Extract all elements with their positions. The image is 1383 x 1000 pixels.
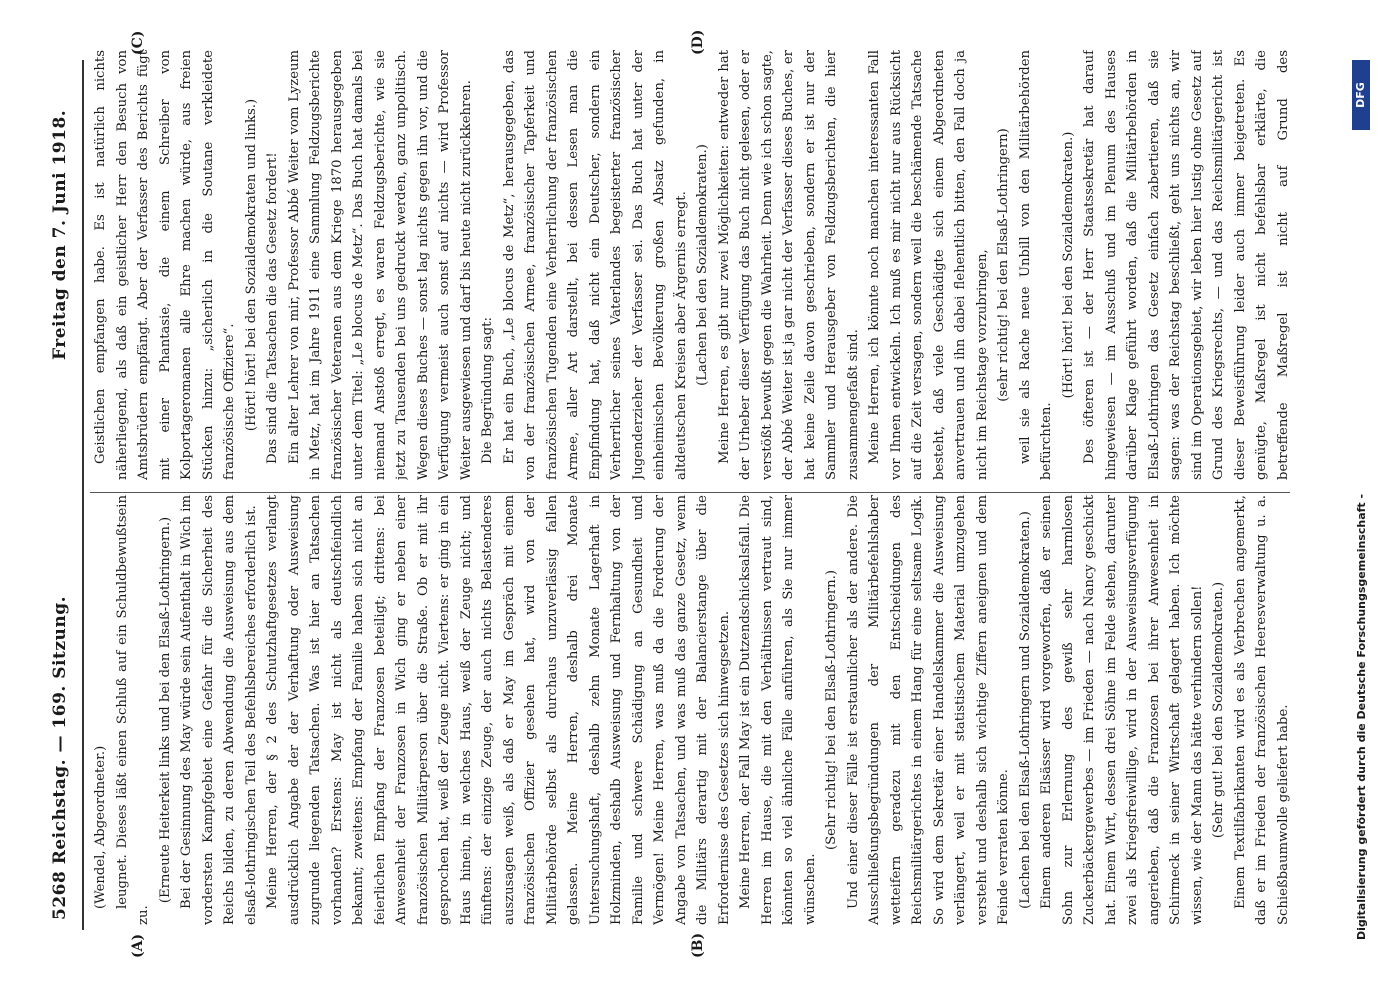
paragraph: weil sie als Rache neue Unbill von den Militärbehörden befürchten. bbox=[1017, 50, 1054, 480]
paragraph: Meine Herren, der § 2 des Schutzhaftgesetzes verlangt ausdrücklich Angabe der der Verhaftung oder Ausweisung zugrunde liegenden Tatsachen. Was ist hier an Tatsachen vorhanden? Erstens: May ist nicht als deutschfeindlich bekannt; zweitens: Empfang der Familie haben sich nicht an feierlichen Empfang der Franzosen beteiligt; drittens: bei Anwesenheit der Franzosen in Wich ging er neben einer französischen Militärperson über die Straße. Ob er mit ihr gesprochen hat, weiß der Zeuge nicht. Viertens: er ging in ein Haus hinein, in welches Haus, weiß der Zeuge nicht; und fünftens: der einzige Zeuge, der auch nichts Belastenderes auszusagen weiß, als daß er May im Gespräch mit einem französischen Offizier gesehen hat, wird von der Militärbehörde selbst als durchaus unzuverlässig fallen gelassen. Meine Herren, deshalb drei Monate Untersuchungshaft, deshalb zehn Monate Lagerhaft in Holzminden, deshalb Ausweisung und Fernhaltung von der Familie und schwere Schädigung an Gesundheit und Vermögen! Meine Herren, was muß da die Forderung der Angabe von Tatsachen, und was muß das ganze Gesetz, wenn die Militärs derartig mit der Balancierstange über die Erfordernisse des Gesetzes sich hinwegsetzen. bbox=[265, 495, 732, 925]
paragraph: Einem Textilfabrikanten wird es als Verbrechen angemerkt, daß er im Frieden der französischen Heeresverwaltung u. a. Schießbaumwolle geliefert habe. bbox=[1232, 495, 1290, 925]
paragraph: Meine Herren, es gibt nur zwei Möglichkeiten: entweder hat der Urheber dieser Verfügung das Buch nicht gelesen, oder er verstößt bewußt gegen die Wahrheit. Denn wie ich schon sagte, der Abbé Weiter ist ja gar nicht der Verfasser dieses Buches, er hat keine Zeile davon geschrieben, sondern er ist nur der Sammler und Herausgeber von Feldzugsberichten, die hier zusammengefaßt sind. bbox=[716, 50, 861, 480]
dfg-logo: DFG bbox=[1352, 60, 1370, 130]
paragraph: Ein alter Lehrer von mir, Professor Abbé Weiter vom Lyzeum in Metz, hat im Jahre 1911 eine Sammlung Feldzugsberichte französischer Veteranen aus dem Kriege 1870 herausgegeben unter dem Titel: „Le blocus de Metz“. Das Buch hat damals bei niemand Anstoß erregt, es waren Feldzugsberichte, wie sie jetzt zu Tausenden bei uns gedruckt werden, ganz unpolitisch. Wegen dieses Buches — sonst lag nichts gegen ihn vor, und die Verfügung vermeist auch sonst auf nichts — wird Professor Weiter ausgewiesen und darf bis heute nicht zurückkehren. bbox=[286, 50, 474, 480]
paragraph: Das sind die Tatsachen die das Gesetz fordert! bbox=[265, 152, 280, 464]
paragraph: (Wendel, Abgeordneter.) bbox=[93, 745, 108, 909]
interjection: (Sehr richtig! bei den Elsaß-Lothringern.) bbox=[824, 569, 839, 851]
paragraph: Und einer dieser Fälle ist erstaunlicher als der andere. Die Ausschließungsbegründungen der Militärbefehlshaber wetteifern geradezu mit den Entscheidungen des Reichsmilitärgerichtes in einem Hang für eine seltsame Logik. So wird dem Sekretär einer Handelskammer die Ausweisung verlängert, weil er mit statistischem Material umzugehen versteht und deshalb sich wichtige Ziffern aneignen und dem Feinde verraten könne. bbox=[845, 495, 1011, 925]
digitization-credit: Digitalisierung gefördert durch die Deutsche Forschungsgemeinschaft - bbox=[1355, 493, 1368, 940]
interjection: (Hört! hört! bei den Sozialdemokraten und links.) bbox=[243, 98, 259, 432]
paragraph: Geistlichen empfangen habe. Es ist natürlich nichts näherliegend, als daß ein geistlicher Herr den Besuch von Amtsbrüdern empfängt. Aber der Verfasser des Berichts fügt mit einer Phantasie, die einem Schreiber von Kolportageromanen alle Ehre machen würde, aus freien Stücken hinzu: „sicherlich in die Soutane verkleidete französische Offiziere“. bbox=[93, 50, 237, 480]
paragraph: Meine Herren, ich könnte noch manchen interessanten Fall vor Ihnen entwickeln. Ich muß es mir nicht nur aus Rücksicht auf die Zeit versagen, sondern weil die beschämende Tatsache besteht, daß viele Geschädigte sich einem Abgeordneten anvertrauen und ihn dabei flehentlich bitten, den Fall doch ja nicht im Reichstage vorzubringen, bbox=[867, 50, 990, 480]
column-divider bbox=[90, 492, 1290, 493]
interjection: (Lachen bei den Elsaß-Lothringern und Sozialdemokraten.) bbox=[1017, 511, 1033, 909]
margin-marker-a: (A) bbox=[130, 933, 146, 958]
paragraph: Des öfteren ist — der Herr Staatssekretär hat darauf hingewiesen — im Ausschuß und im Plenum des Hauses darüber Klage geführt worden, daß die Militärbehörden in Elsaß-Lothringen das Gesetz einfach zabertieren, daß sie sagen: was der Reichstag beschließt, geht uns nichts an, wir sind im Operationsgebiet, wir leben hier lustig ohne Gesetz auf Grund des Kriegsrechts, — und das Reichsmilitärgericht ist dieser Beweisführung leider auch immer beigetreten. Es genügte, Maßregel ist nicht befehlsbar erklärte, die betreffende Maßregel ist nicht auf Grund des bbox=[1082, 50, 1290, 480]
margin-marker-c: (C) bbox=[130, 30, 146, 55]
page-header-right: Freitag den 7. Juni 1918. bbox=[50, 109, 70, 360]
text-column-left bbox=[90, 495, 1290, 925]
text-column-right bbox=[90, 50, 1290, 480]
paragraph: Meine Herren, der Fall May ist ein Dutzendschicksalsfall. Die Herren im Hause, die mit den Verhältnissen vertraut sind, könnten so viel ähnliche Fälle anführen, als Sie nur immer wünschen. bbox=[738, 495, 818, 925]
paragraph: leugnet. Dieses läßt einen Schluß auf ein Schuldbewußtsein zu. bbox=[114, 495, 151, 925]
paragraph: Die Begründung sagt: bbox=[480, 317, 495, 464]
page-header-left: 5268 Reichstag. — 169. Sitzung. bbox=[50, 595, 70, 920]
interjection: (Sehr gut! bei den Sozialdemokraten.) bbox=[1211, 581, 1226, 839]
header-rule bbox=[82, 60, 84, 930]
interjection: (Erneute Heiterkeit links und bei den Elsaß-Lothringern.) bbox=[157, 516, 173, 904]
interjection: (sehr richtig! bei den Elsaß-Lothringern) bbox=[996, 128, 1011, 402]
margin-marker-d: (D) bbox=[690, 29, 706, 55]
interjection: (Lachen bei den Sozialdemokraten.) bbox=[695, 144, 710, 386]
interjection: (Hört! hört! bei den Sozialdemokraten.) bbox=[1060, 131, 1076, 399]
margin-marker-b: (B) bbox=[690, 932, 706, 958]
paragraph: Bei der Gesinnung des May würde sein Aufenthalt in Wich im vordersten Kampfgebiet eine Gefahr für die Sicherheit des Reichs bilden, zu deren Abwendung die Ausweisung aus dem elsaß-lothringischen Teil des Befehlsbereiches erforderlich ist. bbox=[179, 495, 259, 925]
paragraph: Er hat ein Buch, „Le blocus de Metz“, herausgegeben, das von der französischen Armee, französischer Tapferkeit und französischen Tugenden eine Verherrlichung der französischen Armee, aller Art darstellt, bei dessen Lesen man die Empfindung hat, daß nicht ein Deutscher, sondern ein Verherrlicher seines Vaterlandes begeisterter französischer Jugenderzieher der Verfasser sei. Das Buch hat unter der einheimischen Bevölkerung großen Absatz gefunden, in altdeutschen Kreisen aber Ärgernis erregt. bbox=[501, 50, 689, 480]
paragraph: Einem anderen Elsässer wird vorgeworfen, daß er seinen Sohn zur Erlernung des gewiß sehr harmlosen Zuckerbäckergewerbes — im Frieden — nach Nancy geschickt hat. Einem Wirt, dessen drei Söhne im Felde stehen, darunter zwei als Kriegsfreiwillige, wird in der Ausweisungsverfügung angerieben, daß die Franzosen bei ihrer Anwesenheit in Schirmeck in seiner Wirtschaft gelagert haben. Ich möchte wissen, wie der Mann das hätte verhindern sollen! bbox=[1039, 495, 1205, 925]
